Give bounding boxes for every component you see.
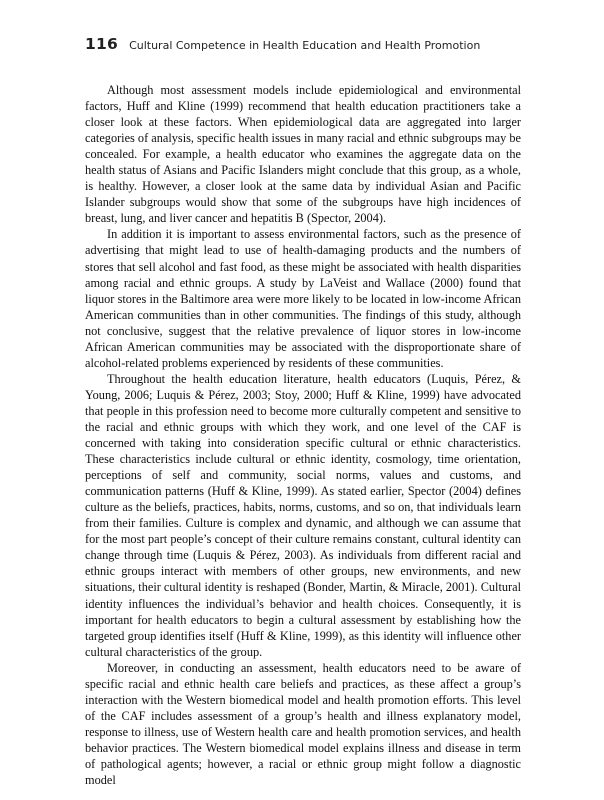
paragraph-2: In addition it is important to assess environmental factors, such as the presence of advertising that might lead to use of health-damaging products and the numbers of stores that sell alcohol and fast food, as these might be associated with health disparities among racial and ethnic groups. A study by LaVeist and Wallace (2000) found that liquor stores in the Baltimore area were more likely to be located in low-income African American communities than in other communities. The findings of this study, although not conclusive, suggest that the relative prevalence of liquor stores in low-income African American communities may be associated with the disproportionate share of alcohol-related problems experienced by residents of these communities. — [85, 227, 521, 370]
running-header — [85, 34, 480, 53]
running-title: Cultural Competence in Health Education and Health Promotion — [129, 39, 481, 52]
paragraph-1: Although most assessment models include epidemiological and environmental factors, Huff and Kline (1999) recommend that health education practitioners take a closer look at these factors. When epidemiological data are aggregated into larger categories of analysis, specific health issues in many racial and ethnic subgroups may be concealed. For example, a health educator who examines the aggregate data on the health status of Asians and Pacific Islanders might conclude that this group, as a whole, is healthy. However, a closer look at the same data by individual Asian and Pacific Islander subgroups would show that some of the subgroups have high incidences of breast, lung, and liver cancer and hepatitis B (Spector, 2004). — [85, 83, 521, 226]
paragraph-3: Throughout the health education literature, health educators (Luquis, Pérez, & Young, 2006; Luquis & Pérez, 2003; Stoy, 2000; Huff & Kline, 1999) have advocated that people in this profession need to become more culturally competent and sensitive to the racial and ethnic groups with which they work, and one level of the CAF is concerned with taking into consideration specific cultural or ethnic characteristics. These characteristics include cultural or ethnic identity, cosmology, time orientation, perceptions of self and community, social norms, values and customs, and communication patterns (Huff & Kline, 1999). As stated earlier, Spector (2004) defines culture as the beliefs, practices, habits, norms, customs, and so on, that individuals learn from their families. Culture is complex and dynamic, and although we can assume that for the most part people’s concept of their culture remains constant, cultural identity can change through time (Luquis & Pérez, 2003). As individuals from different racial and ethnic groups interact with members of other groups, new environments, and new situations, their cultural identity is reshaped (Bonder, Martin, & Miracle, 2001). Cultural identity influences the individual’s behavior and health choices. Consequently, it is important for health educators to begin a cultural assessment by establishing how the targeted group identifies itself (Huff & Kline, 1999), as this identity will influence other cultural characteristics of the group. — [85, 371, 521, 659]
body-text — [85, 82, 521, 788]
page-number: 116 — [85, 35, 118, 53]
paragraph-4: Moreover, in conducting an assessment, health educators need to be aware of specific racial and ethnic health care beliefs and practices, as these affect a group’s interaction with the Western biomedical model and health promotion efforts. This level of the CAF includes assessment of a group’s health and illness explanatory model, response to illness, use of Western health care and health promotion services, and health behavior practices. The Western biomedical model explains illness and disease in term of pathological agents; however, a racial or ethnic group might follow a diagnostic model — [85, 660, 521, 788]
